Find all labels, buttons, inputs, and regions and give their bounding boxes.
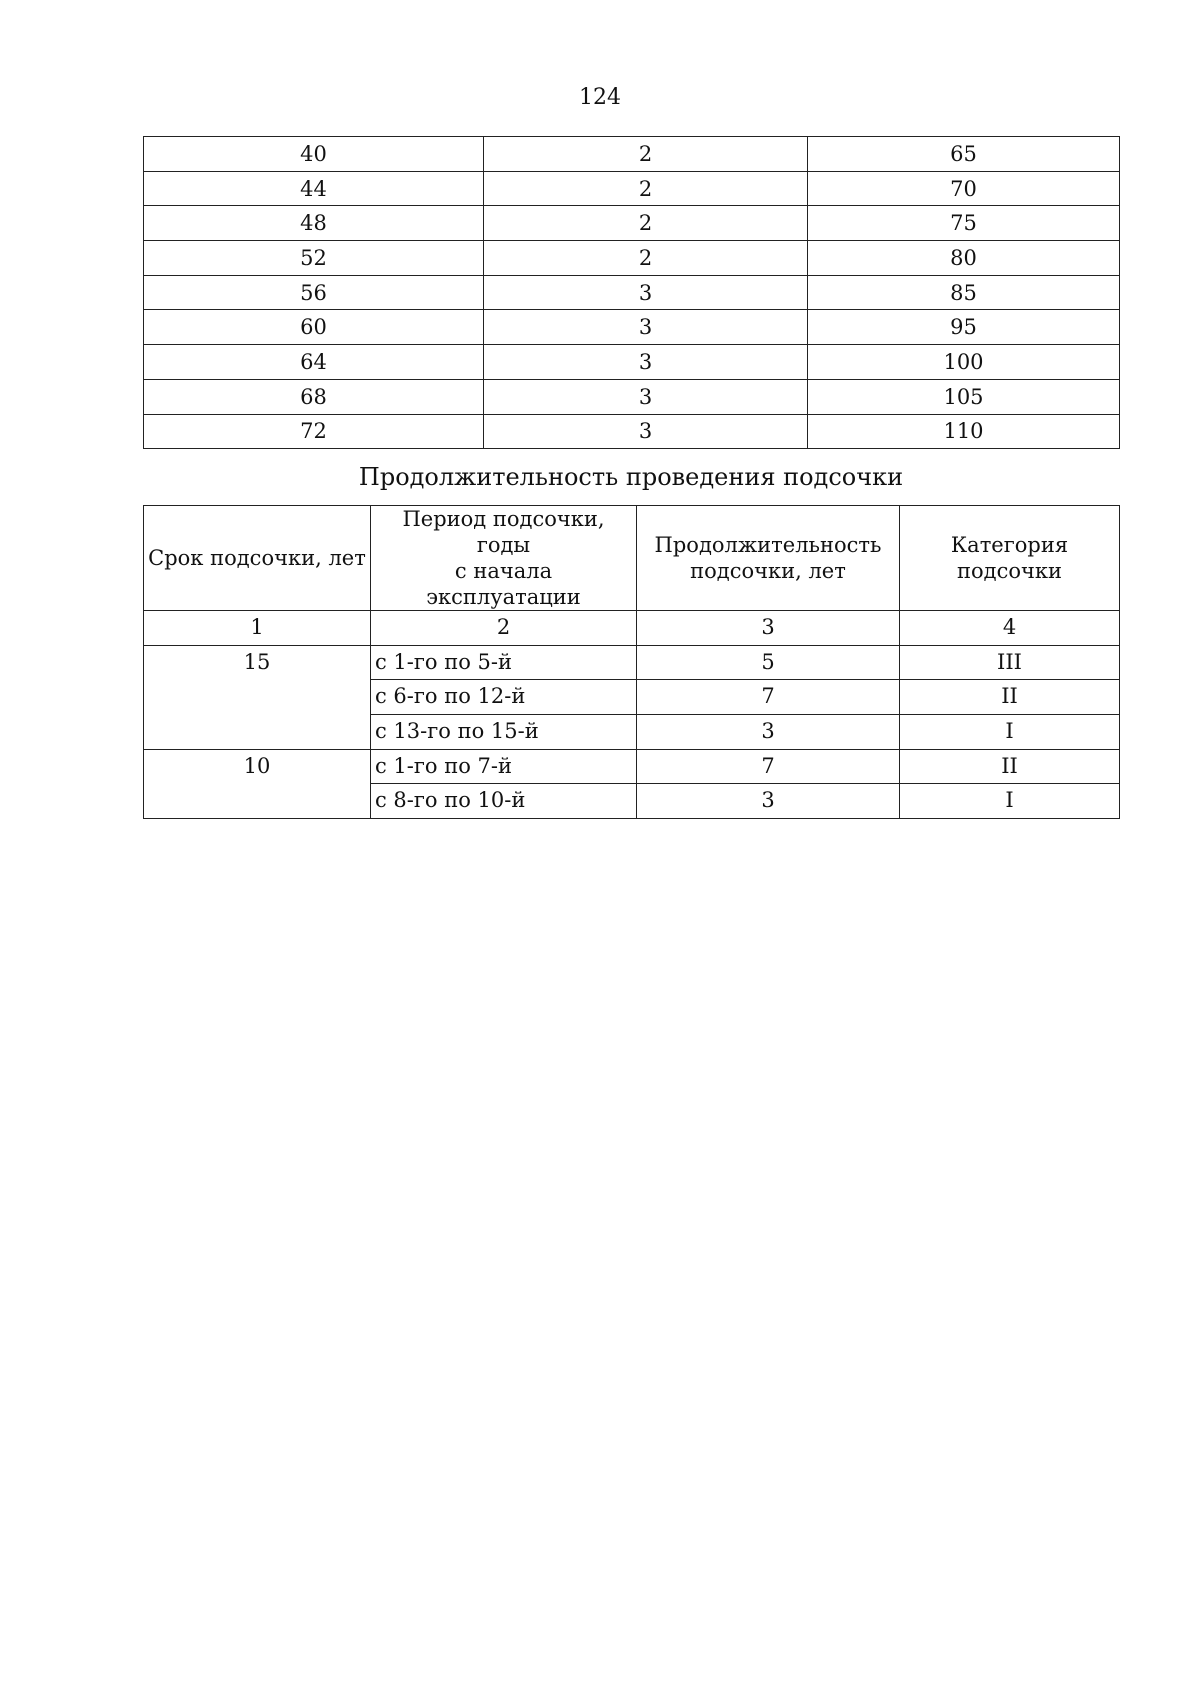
- table-cell: 2: [484, 137, 808, 172]
- category-cell: I: [900, 784, 1120, 819]
- period-cell: с 6-го по 12-й: [371, 680, 637, 715]
- duration-cell: 3: [637, 784, 900, 819]
- table-cell: 75: [808, 206, 1120, 241]
- table-cell: 2: [484, 206, 808, 241]
- column-number: 1: [144, 611, 371, 646]
- table-row: [144, 171, 1120, 206]
- table-cell: 48: [144, 206, 484, 241]
- table-row: [144, 241, 1120, 276]
- table-row: [144, 345, 1120, 380]
- table-cell: 68: [144, 379, 484, 414]
- table-cell: 3: [484, 275, 808, 310]
- header-period-line2: с начала эксплуатации: [426, 559, 581, 609]
- page-number: 124: [579, 85, 621, 110]
- table-cell: 70: [808, 171, 1120, 206]
- period-cell: с 8-го по 10-й: [371, 784, 637, 819]
- table-cell: 40: [144, 137, 484, 172]
- term-cell: 15: [144, 645, 371, 749]
- table-row: [144, 206, 1120, 241]
- table-row: [144, 645, 1120, 680]
- header-duration: [637, 506, 900, 611]
- table-cell: 3: [484, 414, 808, 449]
- continuation-table: [143, 136, 1120, 449]
- header-period: [371, 506, 637, 611]
- table-cell: 2: [484, 241, 808, 276]
- column-number: 3: [637, 611, 900, 646]
- table-row: [144, 137, 1120, 172]
- table-cell: 80: [808, 241, 1120, 276]
- column-number-row: [144, 611, 1120, 646]
- table-row: [144, 379, 1120, 414]
- period-cell: с 1-го по 5-й: [371, 645, 637, 680]
- category-cell: I: [900, 715, 1120, 750]
- table-cell: 3: [484, 379, 808, 414]
- tapping-duration-table: [143, 505, 1120, 819]
- duration-cell: 3: [637, 715, 900, 750]
- table-cell: 100: [808, 345, 1120, 380]
- table-cell: 44: [144, 171, 484, 206]
- duration-cell: 5: [637, 645, 900, 680]
- table-caption: Продолжительность проведения подсочки: [358, 463, 904, 491]
- table-cell: 3: [484, 310, 808, 345]
- category-cell: III: [900, 645, 1120, 680]
- table-cell: 65: [808, 137, 1120, 172]
- table-cell: 105: [808, 379, 1120, 414]
- header-category: Категория подсочки: [900, 506, 1120, 611]
- table-cell: 110: [808, 414, 1120, 449]
- header-period-line1: Период подсочки, годы: [402, 507, 605, 557]
- table-cell: 95: [808, 310, 1120, 345]
- column-number: 4: [900, 611, 1120, 646]
- table-cell: 3: [484, 345, 808, 380]
- period-cell: с 1-го по 7-й: [371, 749, 637, 784]
- header-duration-line2: подсочки, лет: [690, 559, 846, 583]
- table-cell: 56: [144, 275, 484, 310]
- table-row: [144, 749, 1120, 784]
- table-cell: 85: [808, 275, 1120, 310]
- header-duration-line1: Продолжительность: [654, 533, 882, 557]
- category-cell: II: [900, 749, 1120, 784]
- table-cell: 64: [144, 345, 484, 380]
- duration-cell: 7: [637, 680, 900, 715]
- term-cell: 10: [144, 749, 371, 818]
- table-cell: 2: [484, 171, 808, 206]
- duration-cell: 7: [637, 749, 900, 784]
- header-term: Срок подсочки, лет: [144, 506, 371, 611]
- column-number: 2: [371, 611, 637, 646]
- period-cell: с 13-го по 15-й: [371, 715, 637, 750]
- table-row: [144, 275, 1120, 310]
- table-cell: 72: [144, 414, 484, 449]
- table-row: [144, 414, 1120, 449]
- table-cell: 60: [144, 310, 484, 345]
- table-header-row: [144, 506, 1120, 611]
- category-cell: II: [900, 680, 1120, 715]
- table-row: [144, 310, 1120, 345]
- table-cell: 52: [144, 241, 484, 276]
